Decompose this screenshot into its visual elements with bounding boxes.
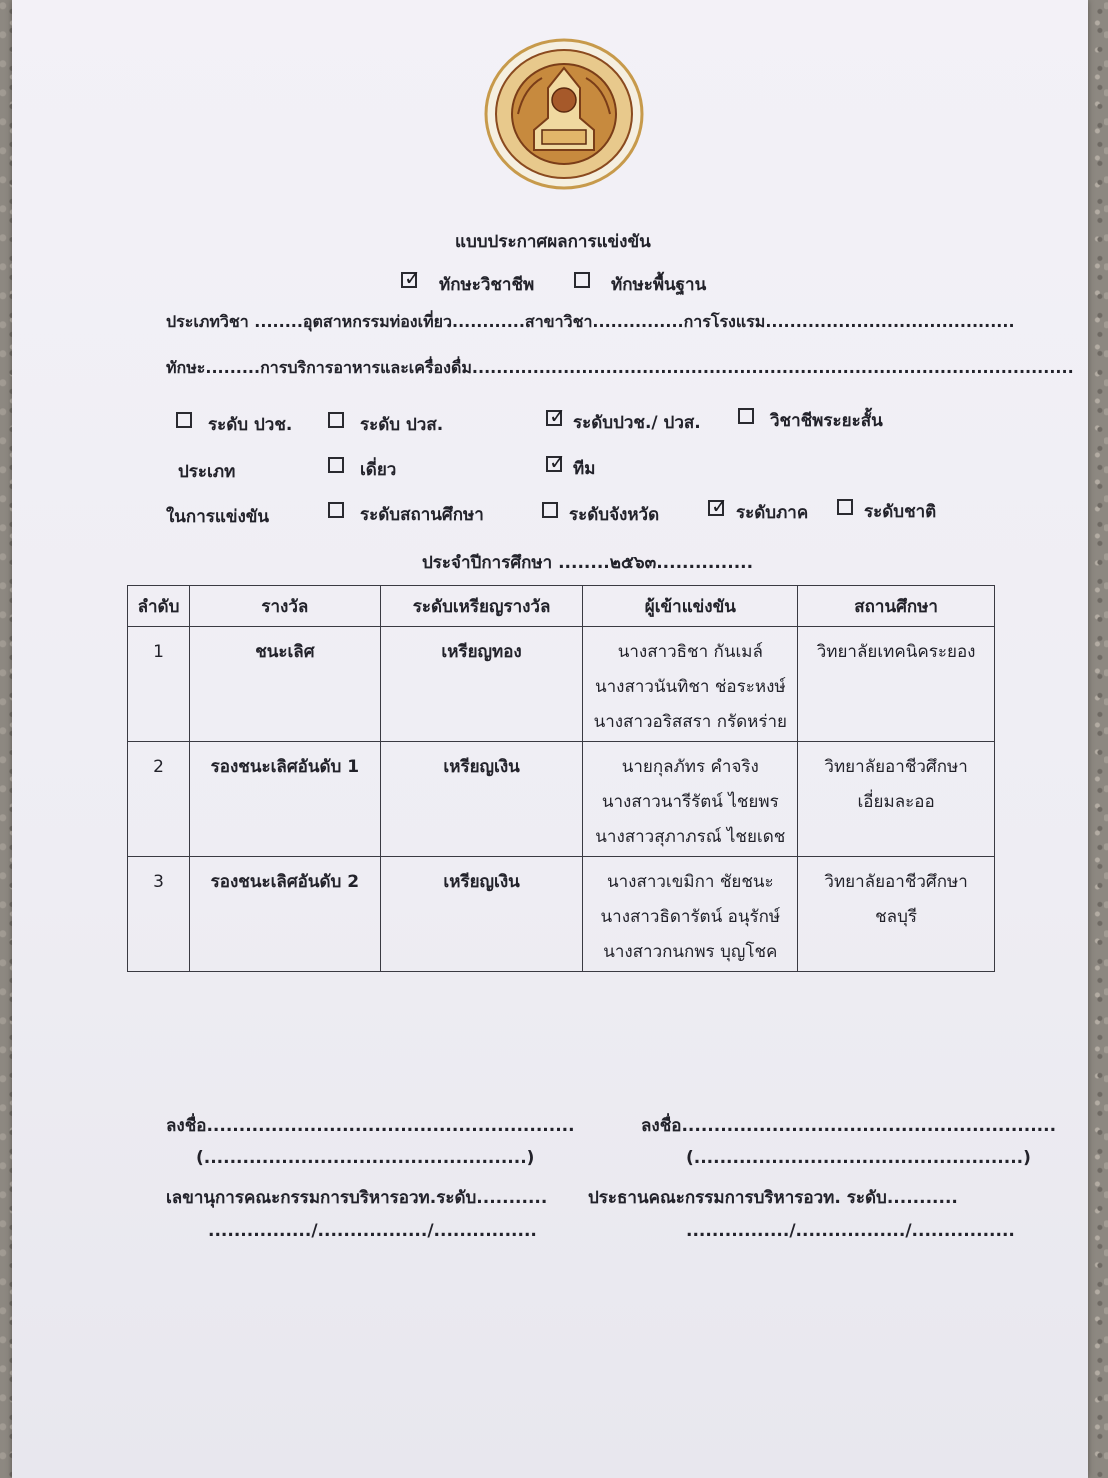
competitors-cell	[583, 857, 798, 972]
competitor-name: นางสาวกนกพร บุญโชค	[603, 942, 778, 962]
competition-region-checkbox[interactable]	[708, 494, 728, 518]
medal-cell: เหรียญทอง	[380, 627, 583, 742]
competition-region-label: ระดับภาค	[736, 503, 809, 523]
table-row	[128, 857, 995, 972]
type-team-label: ทีม	[573, 459, 596, 479]
competitors-cell	[583, 627, 798, 742]
school-cell	[798, 627, 995, 742]
competitor-name: นางสาวนารีรัตน์ ไชยพร	[601, 792, 779, 812]
left-date-line: ................/................./................	[208, 1221, 537, 1241]
header-school: สถานศึกษา	[798, 586, 995, 627]
level-pvc-checkbox[interactable]	[176, 412, 192, 428]
header-award: รางวัล	[189, 586, 380, 627]
competition-label: ในการแข่งขัน	[166, 507, 270, 527]
level-pvc-pvs-label: ระดับปวช./ ปวส.	[573, 413, 701, 433]
competitor-name: นางสาวอริสสรา กรัดหร่าย	[593, 712, 788, 732]
level-pvc-label: ระดับ ปวช.	[208, 415, 293, 435]
level-pvs-label: ระดับ ปวส.	[360, 415, 444, 435]
table-header-row	[128, 586, 995, 627]
skill-basic-checkbox[interactable]	[574, 272, 590, 288]
level-short-course-checkbox[interactable]	[738, 408, 754, 424]
school-name: เอี่ยมละออ	[857, 792, 935, 812]
award-cell: รองชนะเลิศอันดับ 2	[189, 857, 380, 972]
award-cell: รองชนะเลิศอันดับ 1	[189, 742, 380, 857]
competition-school-label: ระดับสถานศึกษา	[360, 505, 484, 525]
check-mark-icon: ✓	[549, 404, 566, 428]
check-mark-icon: ✓	[404, 266, 421, 290]
results-table	[127, 585, 995, 972]
competitors-cell	[583, 742, 798, 857]
competition-province-checkbox[interactable]	[542, 502, 558, 518]
school-name: วิทยาลัยเทคนิคระยอง	[816, 642, 976, 662]
type-single-checkbox[interactable]	[328, 457, 344, 473]
table-row	[128, 627, 995, 742]
left-position: เลขานุการคณะกรรมการบริหารอวท.ระดับ...........	[166, 1188, 548, 1208]
right-sign-line: ลงชื่อ..........................................................	[641, 1116, 1057, 1136]
type-single-label: เดี่ยว	[360, 460, 397, 480]
type-team-checkbox[interactable]	[546, 450, 566, 474]
subject-line: ประเภทวิชา ........อุตสาหกรรมท่องเที่ยว............สาขาวิชา...............การโรงแรม.........................................	[166, 312, 1015, 331]
rank-cell: 2	[128, 742, 190, 857]
left-name-line: (..................................................)	[196, 1148, 535, 1168]
right-name-line: (...................................................)	[686, 1148, 1031, 1168]
rank-cell: 1	[128, 627, 190, 742]
school-name: วิทยาลัยอาชีวศึกษา	[824, 757, 968, 777]
header-rank: ลำดับ	[128, 586, 190, 627]
skill-basic-label: ทักษะพื้นฐาน	[611, 275, 707, 295]
competitor-name: นางสาวธิชา กันเมล์	[617, 642, 763, 662]
document-title: แบบประกาศผลการแข่งขัน	[455, 232, 651, 252]
competition-school-checkbox[interactable]	[328, 502, 344, 518]
competitor-name: นางสาวนันทิชา ช่อระหงษ์	[595, 677, 786, 697]
left-sign-line: ลงชื่อ.........................................................	[166, 1116, 575, 1136]
competitor-name: นายกุลภัทร คำจริง	[621, 757, 759, 777]
table-row	[128, 742, 995, 857]
school-cell	[798, 742, 995, 857]
skill-line: ทักษะ.........การบริการอาหารและเครื่องดื่ม...................................................................................................	[166, 358, 1074, 377]
skill-professional-label: ทักษะวิชาชีพ	[439, 275, 535, 295]
competitor-name: นางสาวเขมิกา ชัยชนะ	[607, 872, 774, 892]
check-mark-icon: ✓	[711, 494, 728, 518]
level-pvs-checkbox[interactable]	[328, 412, 344, 428]
school-name: วิทยาลัยอาชีวศึกษา	[824, 872, 968, 892]
academic-year: ประจำปีการศึกษา ........๒๕๖๓...............	[422, 553, 754, 573]
header-competitors: ผู้เข้าแข่งขัน	[583, 586, 798, 627]
level-pvc-pvs-checkbox[interactable]	[546, 404, 566, 428]
competition-national-checkbox[interactable]	[837, 499, 853, 515]
school-name: ชลบุรี	[875, 907, 918, 927]
header-medal: ระดับเหรียญรางวัล	[380, 586, 583, 627]
organization-seal-logo	[484, 38, 644, 190]
right-date-line: ................/................./................	[686, 1221, 1015, 1241]
rank-cell: 3	[128, 857, 190, 972]
medal-cell: เหรียญเงิน	[380, 857, 583, 972]
check-mark-icon: ✓	[549, 450, 566, 474]
medal-cell: เหรียญเงิน	[380, 742, 583, 857]
type-label: ประเภท	[178, 462, 236, 482]
competitor-name: นางสาวธิดารัตน์ อนุรักษ์	[600, 907, 781, 927]
level-short-course-label: วิชาชีพระยะสั้น	[770, 411, 883, 431]
competition-national-label: ระดับชาติ	[864, 502, 937, 522]
skill-professional-checkbox[interactable]	[401, 266, 421, 290]
school-cell	[798, 857, 995, 972]
competitor-name: นางสาวสุภาภรณ์ ไชยเดช	[595, 827, 786, 847]
award-cell: ชนะเลิศ	[189, 627, 380, 742]
competition-province-label: ระดับจังหวัด	[569, 505, 660, 525]
right-position: ประธานคณะกรรมการบริหารอวท. ระดับ...........	[588, 1188, 958, 1208]
